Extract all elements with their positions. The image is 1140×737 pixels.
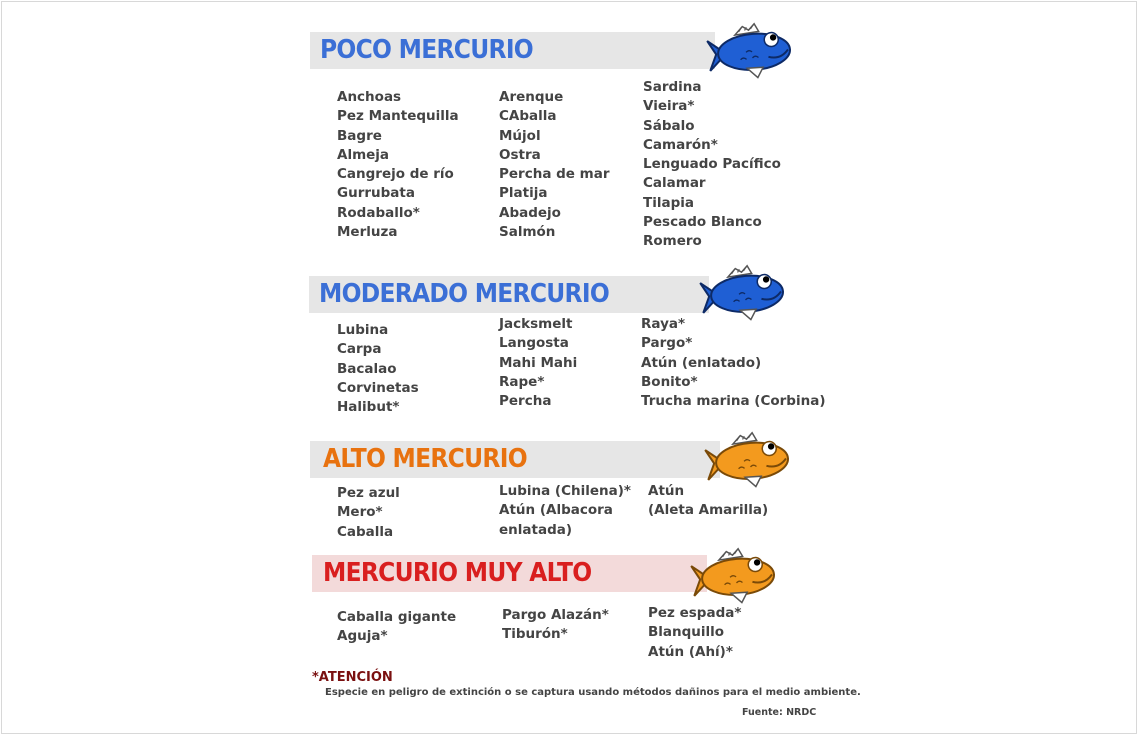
fish-column-3 (643, 78, 781, 252)
fish-item: Pez Mantequilla (337, 108, 459, 125)
fish-item: Lubina (337, 322, 389, 338)
fish-item: Lenguado Pacífico (643, 156, 781, 173)
fish-item: Abadejo (499, 204, 561, 221)
fish-item: Atún (Albacora (499, 502, 613, 519)
fish-item: Mahi Mahi (499, 354, 578, 371)
orange-fish-icon (704, 431, 794, 489)
fish-item: Blanquillo (648, 624, 725, 641)
section-moderate-mercury (309, 276, 826, 416)
fish-item: Atún (648, 483, 685, 499)
fish-item: Vieira* (643, 98, 695, 115)
section-very-high-mercury (312, 555, 812, 665)
fish-item: Salmón (499, 224, 556, 241)
fish-item: Pescado Blanco (643, 214, 762, 231)
fish-item: Cangrejo de río (337, 166, 454, 183)
fish-column-3 (648, 604, 741, 662)
fish-item: Trucha marina (Corbina) (641, 393, 826, 410)
fish-column-3 (641, 315, 826, 411)
fish-item: Pez azul (337, 485, 400, 501)
fish-item: Pargo* (641, 335, 693, 352)
fish-item: Sábalo (643, 117, 695, 134)
source-credit: Fuente: NRDC (742, 707, 817, 718)
section-low-mercury (310, 32, 810, 252)
fish-item: Atún (Ahí)* (648, 643, 733, 660)
orange-fish-icon (690, 547, 780, 605)
fish-item: Percha (499, 393, 552, 410)
fish-item: Aguja* (337, 628, 388, 645)
fish-item: Bacalao (337, 360, 397, 377)
fish-item: Atún (enlatado) (641, 354, 762, 371)
fish-item: Caballa (337, 523, 394, 540)
fish-item: Raya* (641, 316, 686, 332)
fish-item: Mújol (499, 127, 541, 144)
fish-item: Tiburón* (502, 626, 568, 643)
section-title-moderate: MODERADO MERCURIO (319, 279, 610, 309)
fish-column-1 (337, 88, 459, 242)
fish-item: Arenque (499, 89, 564, 105)
fish-item: Pez espada* (648, 605, 742, 621)
fish-item: Mero* (337, 504, 383, 521)
section-title-very-high: MERCURIO MUY ALTO (323, 558, 592, 588)
fish-column-1 (337, 484, 400, 542)
section-title-low: POCO MERCURIO (320, 35, 533, 65)
fish-item: Camarón* (643, 136, 718, 153)
fish-item: Carpa (337, 341, 382, 358)
fish-column-1 (337, 321, 419, 417)
fish-item: Merluza (337, 224, 398, 241)
fish-item: Calamar (643, 175, 706, 192)
blue-fish-icon (699, 264, 789, 322)
attention-text: Especie en peligro de extinción o se captura usando métodos dañinos para el medio ambiente. (325, 687, 861, 698)
attention-title: *ATENCIÓN (312, 670, 393, 685)
section-high-mercury (310, 441, 810, 541)
fish-item: Bonito* (641, 373, 698, 390)
fish-item: Ostra (499, 146, 541, 163)
fish-item: Jacksmelt (499, 316, 573, 332)
section-title-high: ALTO MERCURIO (323, 444, 527, 474)
fish-item: CAballa (499, 108, 557, 125)
fish-item: Caballa gigante (337, 609, 457, 625)
fish-item: (Aleta Amarilla) (648, 502, 769, 519)
fish-column-2 (502, 606, 609, 645)
fish-item: Gurrubata (337, 185, 415, 202)
fish-item: Bagre (337, 127, 382, 144)
fish-column-2 (499, 482, 631, 540)
fish-item: Romero (643, 233, 702, 250)
fish-item: Sardina (643, 79, 702, 95)
fish-item: Almeja (337, 146, 390, 163)
fish-column-2 (499, 315, 577, 411)
fish-item: Anchoas (337, 89, 402, 105)
fish-item: Rape* (499, 373, 545, 390)
fish-item: Platija (499, 185, 548, 202)
fish-item: Langosta (499, 335, 569, 352)
fish-column-3 (648, 482, 768, 521)
fish-item: Halibut* (337, 399, 400, 416)
fish-column-1 (337, 608, 456, 647)
fish-item: Rodaballo* (337, 204, 420, 221)
fish-item: Lubina (Chilena)* (499, 483, 631, 499)
fish-column-2 (499, 88, 610, 242)
fish-item: Tilapia (643, 194, 694, 211)
fish-item: enlatada) (499, 521, 573, 538)
fish-item: Pargo Alazán* (502, 607, 609, 623)
fish-item: Corvinetas (337, 379, 419, 396)
blue-fish-icon (706, 22, 796, 80)
fish-item: Percha de mar (499, 166, 610, 183)
